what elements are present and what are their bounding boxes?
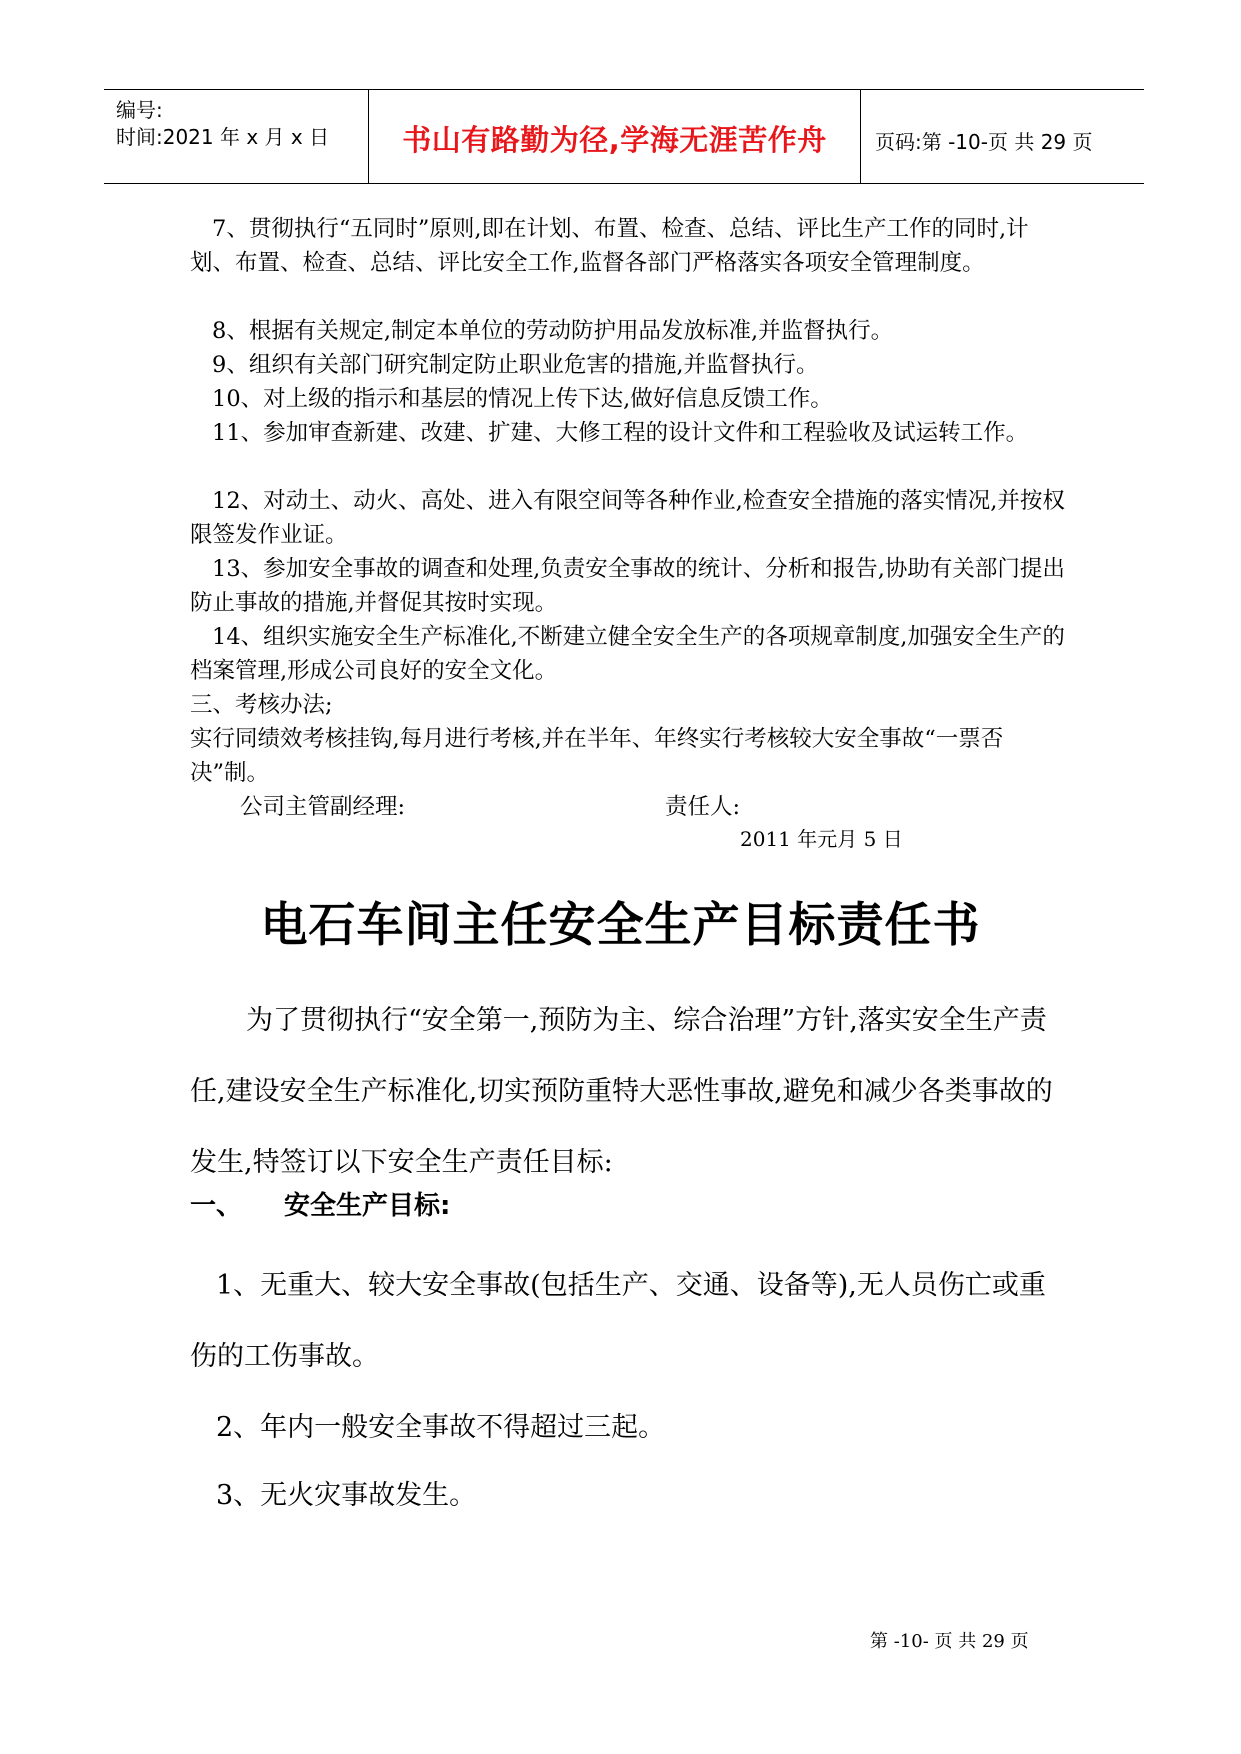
section-heading-text: 安全生产目标: bbox=[284, 1191, 451, 1221]
section-heading bbox=[190, 1185, 450, 1222]
time-label: 时间:2021 年 x 月 x 日 bbox=[116, 125, 330, 149]
header-right-cell bbox=[861, 90, 1144, 183]
goal-2: 2、年内一般安全事故不得超过三起。 bbox=[216, 1412, 666, 1443]
paragraph-7: 7、贯彻执行“五同时”原则,即在计划、布置、检查、总结、评比生产工作的同时,计划、布置、检查、总结、评比安全工作,监督各部门严格落实各项安全管理制度。 bbox=[190, 216, 1029, 276]
goal-3: 3、无火灾事故发生。 bbox=[216, 1480, 477, 1511]
signature-manager: 公司主管副经理: bbox=[240, 794, 406, 820]
paragraph-9: 9、组织有关部门研究制定防止职业危害的措施,并监督执行。 bbox=[212, 352, 819, 378]
paragraph-10: 10、对上级的指示和基层的情况上传下达,做好信息反馈工作。 bbox=[212, 386, 833, 412]
page-footer: 第 -10- 页 共 29 页 bbox=[870, 1631, 1029, 1652]
paragraph-12: 12、对动土、动火、高处、进入有限空间等各种作业,检查安全措施的落实情况,并按权限签发作业证。 bbox=[190, 488, 1065, 548]
page-header bbox=[104, 89, 1144, 184]
signature-date: 2011 年元月 5 日 bbox=[740, 827, 903, 851]
goal-1: 1、无重大、较大安全事故(包括生产、交通、设备等),无人员伤亡或重伤的工伤事故。 bbox=[190, 1270, 1046, 1372]
document-title: 电石车间主任安全生产目标责任书 bbox=[260, 898, 981, 953]
header-page-label: 页码:第 -10-页 共 29 页 bbox=[875, 130, 1093, 154]
paragraph-8: 8、根据有关规定,制定本单位的劳动防护用品发放标准,并监督执行。 bbox=[212, 318, 894, 344]
header-left-cell bbox=[104, 90, 368, 183]
intro-paragraph: 为了贯彻执行“安全第一,预防为主、综合治理”方针,落实安全生产责任,建设安全生产标准化,切实预防重特大恶性事故,避免和减少各类事故的发生,特签订以下安全生产责任目标: bbox=[190, 1005, 1053, 1178]
number-label: 编号: bbox=[116, 98, 163, 122]
assessment-heading: 三、考核办法; bbox=[190, 692, 333, 718]
paragraph-14: 14、组织实施安全生产标准化,不断建立健全安全生产的各项规章制度,加强安全生产的档案管理,形成公司良好的安全文化。 bbox=[190, 624, 1065, 684]
paragraph-13: 13、参加安全事故的调查和处理,负责安全事故的统计、分析和报告,协助有关部门提出防止事故的措施,并督促其按时实现。 bbox=[190, 556, 1065, 616]
assessment-body: 实行同绩效考核挂钩,每月进行考核,并在半年、年终实行考核较大安全事故“一票否决”制。 bbox=[190, 726, 1004, 786]
header-middle-cell bbox=[368, 90, 861, 183]
header-motto: 书山有路勤为径,学海无涯苦作舟 bbox=[402, 123, 827, 157]
paragraph-11: 11、参加审查新建、改建、扩建、大修工程的设计文件和工程验收及试运转工作。 bbox=[212, 420, 1029, 446]
section-heading-number: 一、 bbox=[190, 1191, 243, 1221]
signature-person: 责任人: bbox=[665, 794, 741, 820]
